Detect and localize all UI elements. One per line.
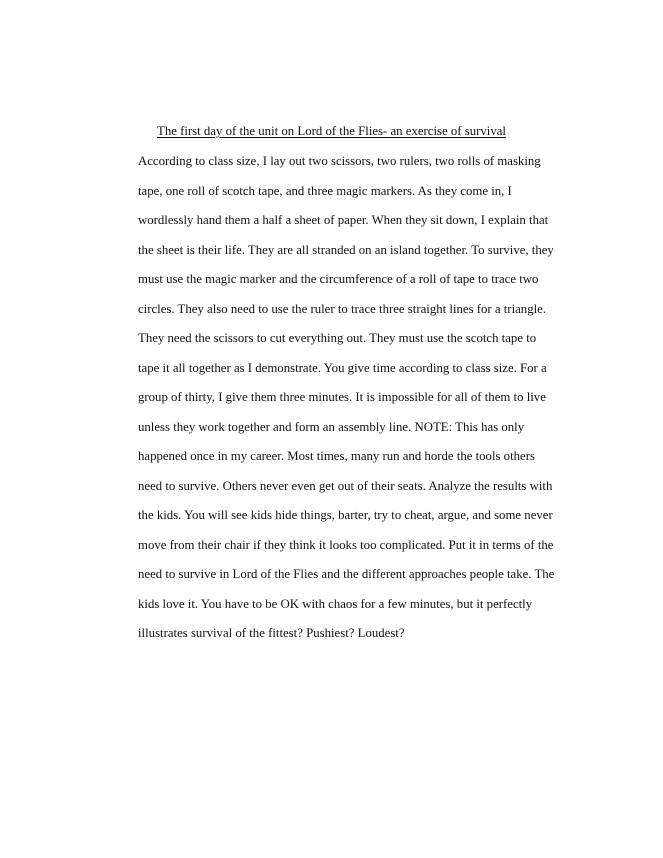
body-line: kids love it. You have to be OK with chaos for a few minutes, but it perfectly	[138, 596, 533, 611]
body-line: They need the scissors to cut everything out. They must use the scotch tape to	[138, 331, 537, 345]
body-line: the kids. You will see kids hide things, barter, try to cheat, argue, and some never	[138, 508, 553, 522]
body-line: unless they work together and form an assembly line. NOTE: This has only	[138, 419, 525, 434]
body-line: the sheet is their life. They are all stranded on an island together. To survive, they	[138, 242, 554, 257]
body-line: circles. They also need to use the ruler to trace three straight lines for a triangle.	[138, 301, 547, 316]
document-title-text: The first day of the unit on Lord of the Flies- an exercise of survival	[157, 124, 506, 138]
body-line: tape it all together as I demonstrate. You give time according to class size. For a	[138, 360, 547, 375]
body-line: tape, one roll of scotch tape, and three magic markers. As they come in, I	[138, 183, 512, 198]
document-title	[0, 121, 663, 141]
body-line: move from their chair if they think it looks too complicated. Put it in terms of the	[138, 537, 554, 552]
body-line: happened once in my career. Most times, many run and horde the tools others	[138, 449, 535, 463]
body-line: need to survive in Lord of the Flies and the different approaches people take. The	[138, 567, 555, 581]
body-line: group of thirty, I give them three minutes. It is impossible for all of them to live	[138, 390, 546, 404]
body-line: illustrates survival of the fittest? Pushiest? Loudest?	[138, 626, 405, 640]
body-line: must use the magic marker and the circumference of a roll of tape to trace two	[138, 272, 539, 286]
body-line: need to survive. Others never even get out of their seats. Analyze the results with	[138, 478, 553, 493]
document-body	[138, 151, 578, 653]
body-line: According to class size, I lay out two scissors, two rulers, two rolls of masking	[138, 154, 541, 168]
body-line: wordlessly hand them a half a sheet of paper. When they sit down, I explain that	[138, 213, 549, 227]
